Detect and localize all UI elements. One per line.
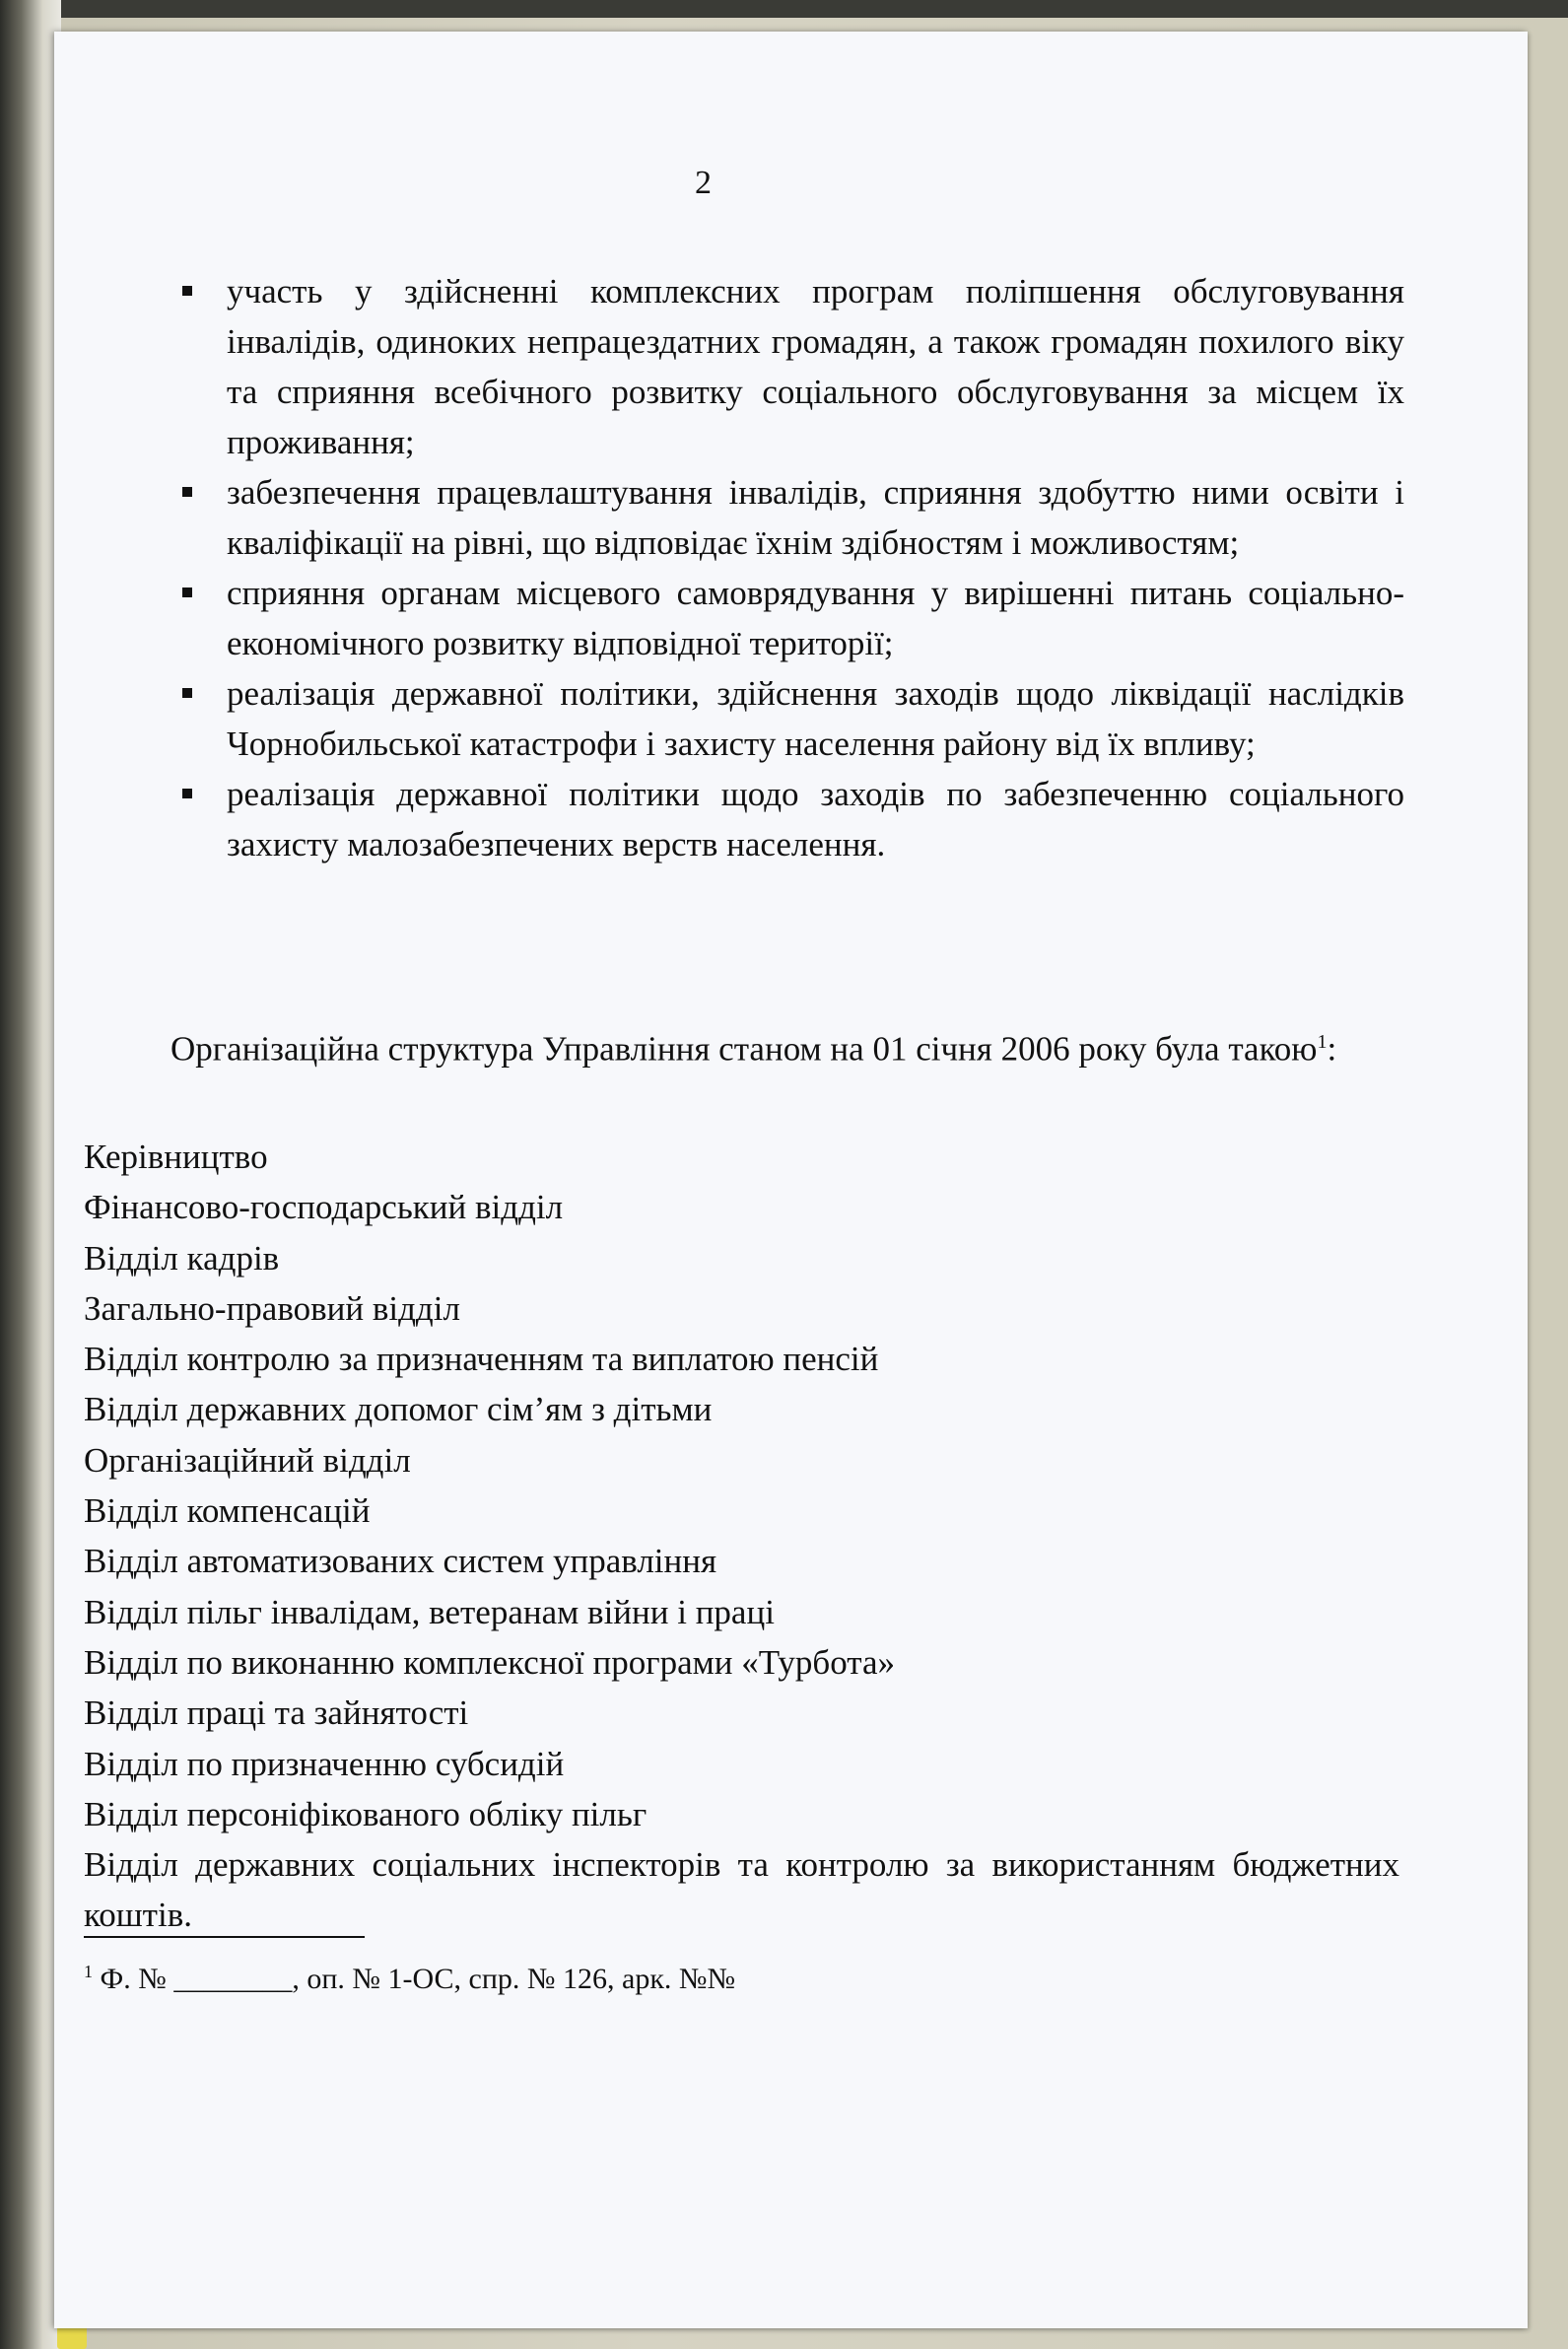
bullet-text: реалізація державної політики щодо заходів по забезпеченню соціального захисту малозабезпечених верств населення. — [227, 775, 1404, 864]
structure-item: Відділ пільг інвалідам, ветеранам війни і праці — [84, 1592, 775, 1631]
footnote-divider — [84, 1936, 365, 1938]
structure-item: Відділ державних допомог сім’ям з дітьми — [84, 1390, 713, 1429]
footnote-text: Ф. № ________, оп. № 1-ОС, спр. № 126, арк. №№ — [93, 1963, 736, 1995]
structure-item: Загально-правовий відділ — [84, 1288, 460, 1328]
structure-item: Відділ по призначенню субсидій — [84, 1744, 565, 1783]
bullet-item — [123, 668, 1404, 769]
bullet-text: забезпечення працевлаштування інвалідів, сприяння здобуттю ними освіти і кваліфікації на рівні, що відповідає їхнім здібностям і можливостям; — [227, 473, 1404, 562]
bullet-text: сприяння органам місцевого самоврядування у вирішенні питань соціально-економічного розвитку відповідної території; — [227, 574, 1404, 662]
bullet-square-icon — [182, 688, 192, 698]
bullet-text: участь у здійсненні комплексних програм поліпшення обслуговування інвалідів, одиноких непрацездатних громадян, а також громадян похилого віку та сприяння всебічного розвитку соціального обслуговування за місцем їх проживання; — [227, 272, 1404, 461]
bullet-list — [123, 266, 1404, 869]
structure-item: Відділ автоматизованих систем управління — [84, 1542, 717, 1581]
paragraph-end: : — [1327, 1029, 1337, 1069]
page-number: 2 — [695, 165, 712, 201]
bullet-square-icon — [182, 487, 192, 497]
structure-item: Відділ компенсацій — [84, 1491, 371, 1531]
structure-item: Відділ по виконанню комплексної програми «Турбота» — [84, 1642, 896, 1682]
bullet-item — [123, 266, 1404, 467]
structure-item: Відділ персоніфікованого обліку пільг — [84, 1794, 648, 1833]
structure-intro-paragraph — [84, 1017, 1399, 1074]
structure-item: Відділ державних соціальних інспекторів та контролю за використанням бюджетних коштів. — [84, 1845, 1399, 1935]
structure-item: Відділ кадрів — [84, 1238, 280, 1278]
bullet-square-icon — [182, 286, 192, 296]
bullet-item — [123, 769, 1404, 869]
bullet-square-icon — [182, 587, 192, 597]
bullet-square-icon — [182, 789, 192, 798]
footnote — [84, 1952, 735, 1999]
footnote-mark: 1 — [84, 1962, 93, 1981]
bullet-item — [123, 467, 1404, 568]
bullet-item — [123, 568, 1404, 668]
document-page — [54, 32, 1528, 2328]
paragraph-text: Організаційна структура Управління станом на 01 січня 2006 року була такою — [170, 1029, 1318, 1069]
structure-item: Відділ контролю за призначенням та виплатою пенсій — [84, 1340, 879, 1379]
structure-item: Фінансово-господарський відділ — [84, 1188, 564, 1227]
structure-list — [84, 1132, 1399, 1941]
footnote-reference: 1 — [1317, 1031, 1328, 1053]
structure-item: Керівництво — [84, 1138, 268, 1176]
binding-edge — [0, 0, 61, 2349]
structure-item: Організаційний відділ — [84, 1440, 411, 1480]
bullet-text: реалізація державної політики, здійснення заходів щодо ліквідації наслідків Чорнобильської катастрофи і захисту населення району від їх впливу; — [227, 674, 1404, 763]
structure-item: Відділ праці та зайнятості — [84, 1693, 469, 1733]
